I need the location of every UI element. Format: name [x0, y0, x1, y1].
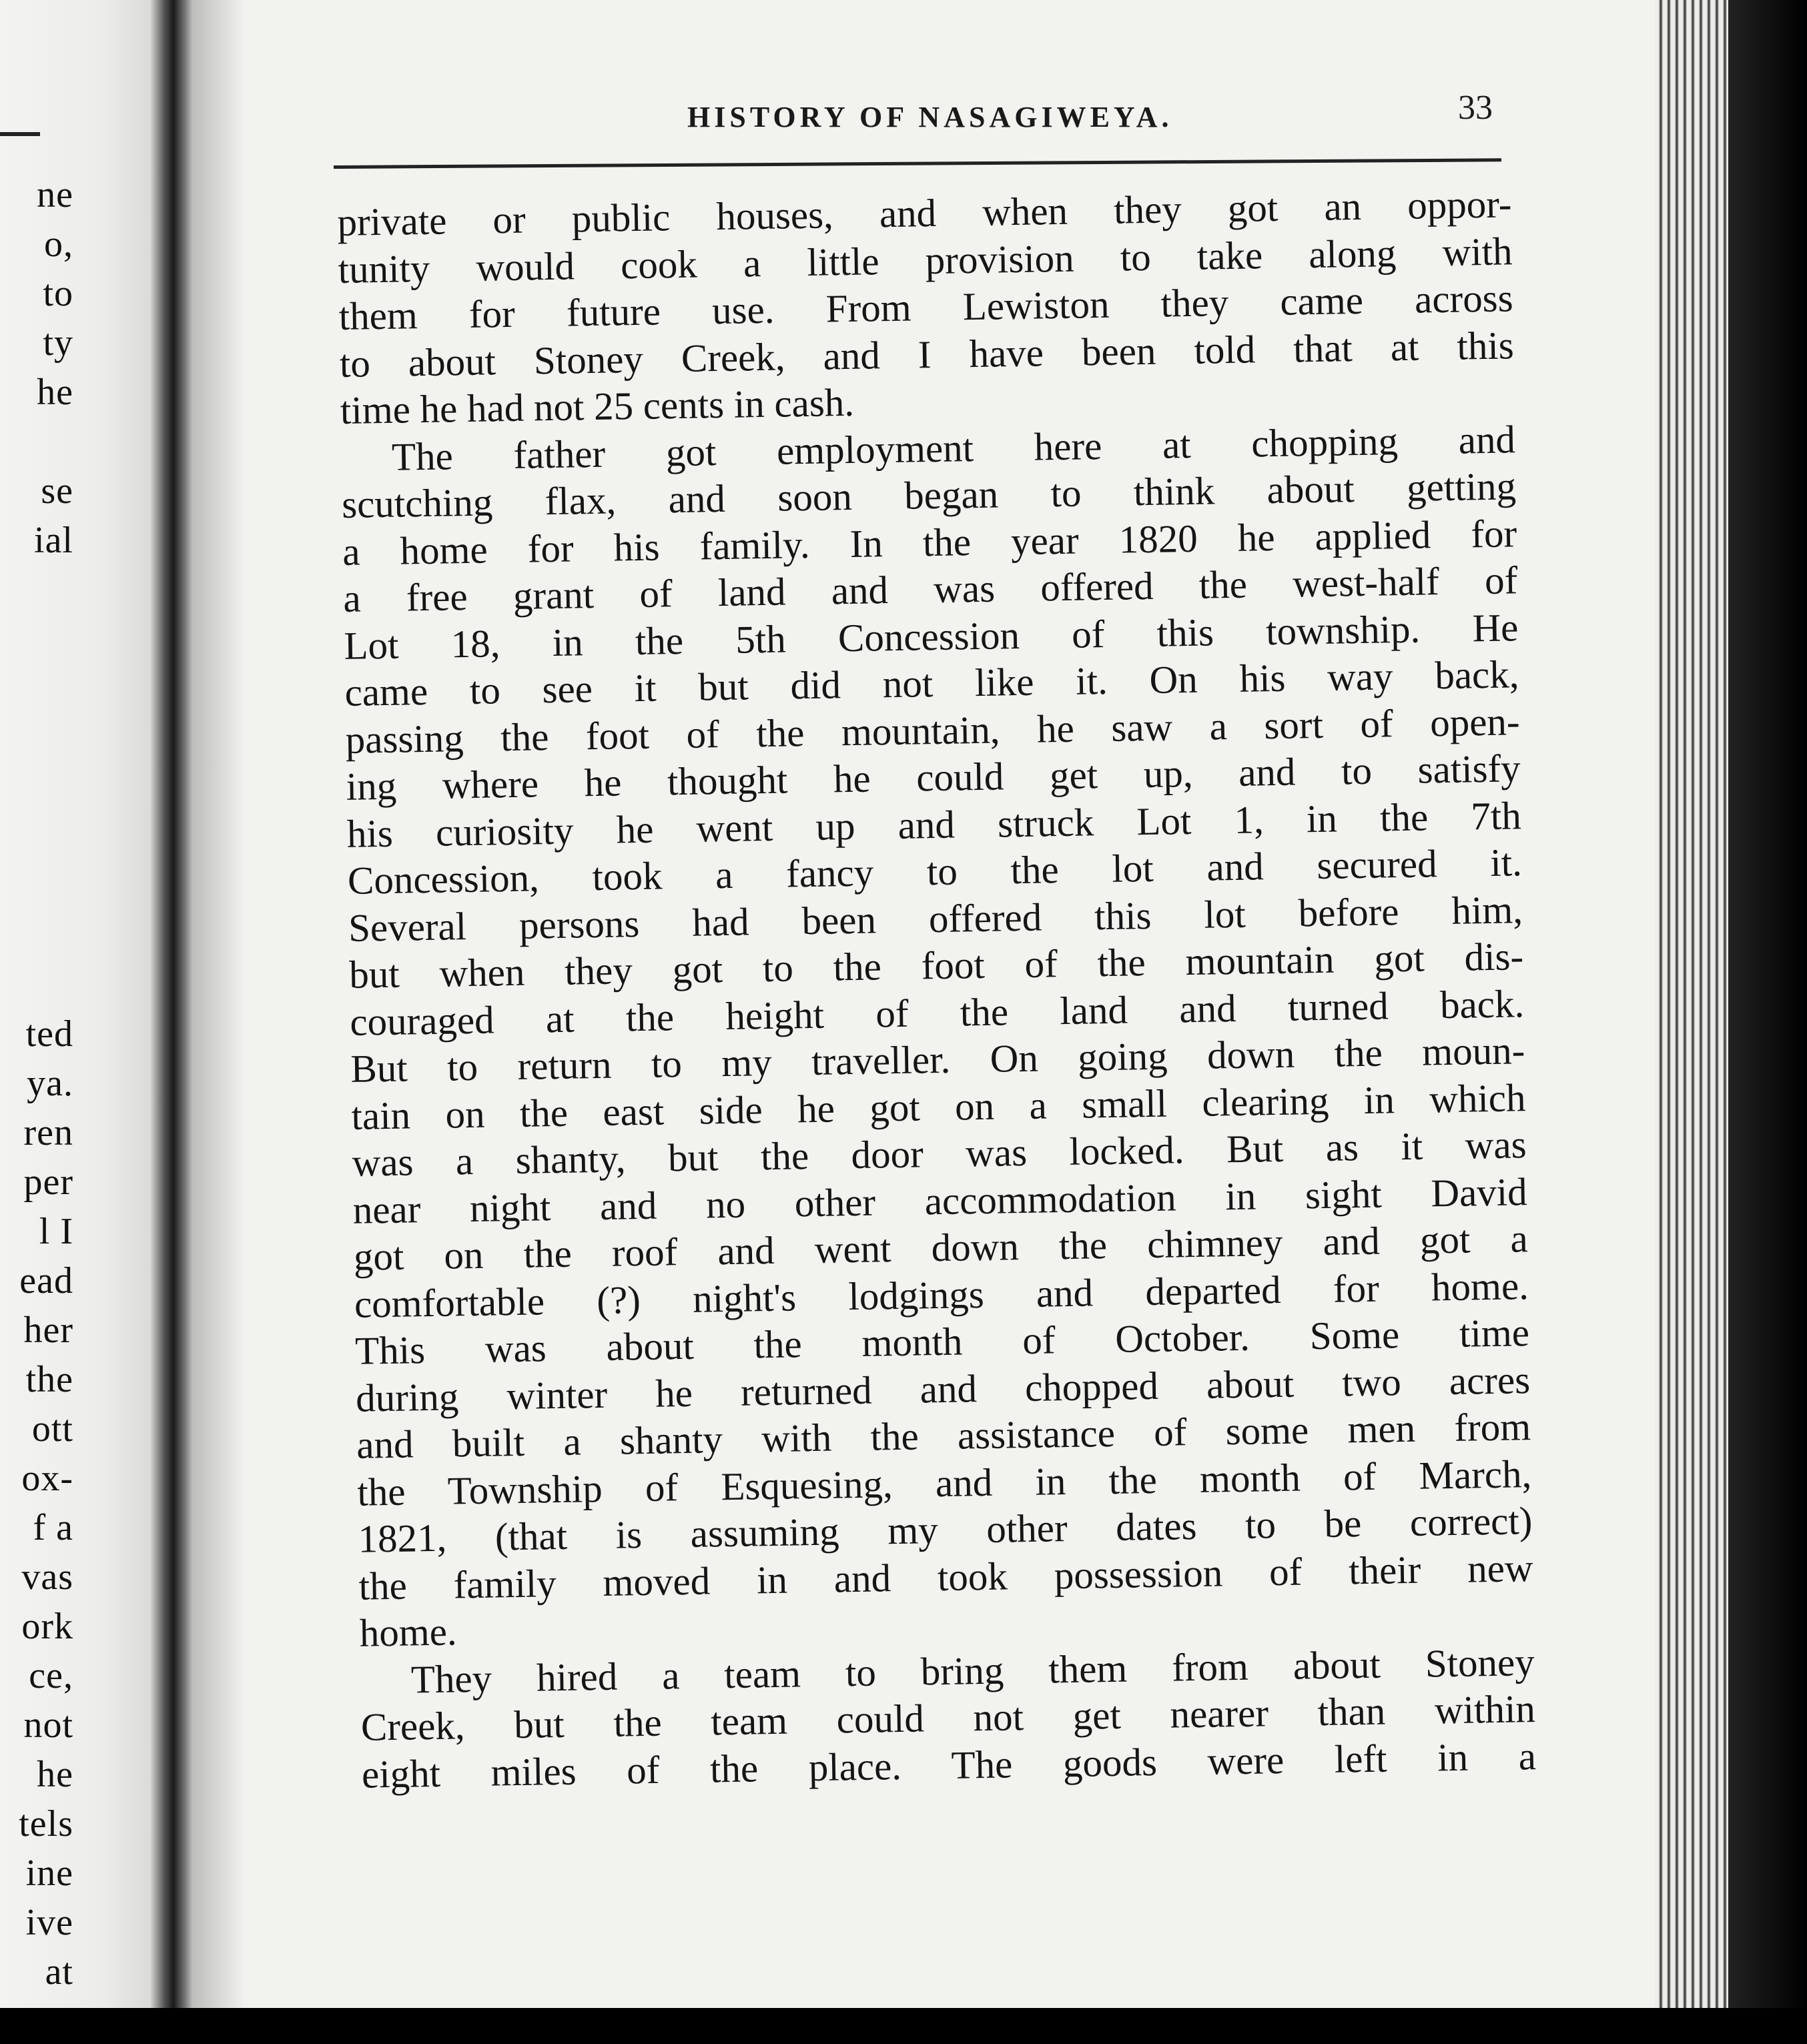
text-line: a free grant of land and was offered the west-half of	[342, 558, 1518, 620]
left-page-fragment: l I	[39, 1211, 73, 1252]
text-line: near night and no other accommodation in sight David	[352, 1169, 1528, 1232]
text-line: time he had not 25 cents in cash.	[340, 380, 855, 432]
text-line: But to return to my traveller. On going down the moun-	[350, 1028, 1525, 1091]
text-line: the Township of Esquesing, and in the month of March,	[356, 1451, 1532, 1514]
text-line: during winter he returned and chopped about two acres	[355, 1357, 1531, 1420]
text-line: tunity would cook a little provision to take along with	[338, 228, 1513, 292]
left-page-fragment: ted	[25, 1013, 73, 1055]
text-line: and built a shanty with the assistance of some men from	[356, 1404, 1531, 1467]
text-line: The father got employment here at chopping and	[391, 416, 1516, 479]
text-line: 1821, (that is assuming my other dates to be correct)	[358, 1498, 1533, 1561]
left-page-fragment: her	[23, 1310, 73, 1351]
left-page-fragment: ead	[19, 1260, 73, 1302]
left-page-fragment: ce,	[29, 1655, 73, 1696]
left-page-fragment: se	[41, 470, 73, 512]
gutter-shadow	[192, 0, 246, 2008]
text-line: Concession, took a fancy to the lot and secured it.	[347, 840, 1523, 903]
text-line: Creek, but the team could not get nearer than within	[360, 1686, 1536, 1749]
text-line: couraged at the height of the land and turned back.	[349, 981, 1525, 1044]
text-line: his curiosity he went up and struck Lot 1, in the 7th	[346, 793, 1522, 856]
scan-border-right	[1728, 0, 1807, 2008]
left-page-fragment: ott	[31, 1408, 73, 1450]
left-page-fragment: ne	[37, 174, 73, 215]
text-line: Several persons had been offered this lot before him,	[348, 887, 1523, 950]
body-text	[337, 180, 1536, 1797]
text-line: a home for his family. In the year 1820 he applied for	[342, 510, 1517, 574]
left-page-fragment: per	[23, 1161, 73, 1203]
text-line: them for future use. From Lewiston they came across	[338, 276, 1514, 338]
text-line: ing where he thought he could get up, and to satisfy	[346, 746, 1521, 809]
left-page-fragment: f a	[33, 1507, 73, 1548]
text-line: private or public houses, and when they got an oppor-	[337, 181, 1512, 244]
text-line: They hired a team to bring them from about Stoney	[410, 1639, 1535, 1702]
text-line: got on the roof and went down the chimney and got a	[353, 1216, 1529, 1279]
left-page-fragment: vas	[21, 1556, 73, 1598]
text-line: came to see it but did not like it. On his way back,	[344, 652, 1519, 714]
left-page-fragment: o,	[44, 223, 73, 265]
left-page-fragment: he	[37, 1754, 73, 1795]
left-page-fragment: ine	[25, 1853, 73, 1894]
left-page-fragment: ox-	[21, 1458, 73, 1499]
text-line: to about Stoney Creek, and I have been told that at this	[339, 322, 1515, 386]
text-line: eight miles of the place. The goods were left in a	[361, 1733, 1537, 1797]
left-page-fragment: he	[37, 372, 73, 413]
left-page-fragment: ial	[34, 520, 73, 561]
running-title: HISTORY OF NASAGIWEYA.	[687, 101, 1173, 133]
left-page-fragment: to	[43, 273, 73, 314]
book-spine	[150, 0, 197, 2008]
text-line: the family moved in and took possession of their new	[358, 1545, 1533, 1608]
text-line: comfortable (?) night's lodgings and departed for home.	[354, 1263, 1529, 1326]
text-line: tain on the east side he got on a small clearing in which	[351, 1075, 1526, 1138]
text-line: was a shanty, but the door was locked. But as it was	[352, 1122, 1527, 1185]
left-page-rule	[0, 132, 40, 136]
text-line: passing the foot of the mountain, he saw a sort of open-	[345, 698, 1521, 762]
left-page-fragment: ren	[23, 1112, 73, 1153]
text-line: but when they got to the foot of the mountain got dis-	[348, 934, 1524, 997]
left-page-fragment: tels	[19, 1803, 73, 1845]
left-page-fragment: ty	[43, 322, 73, 364]
left-page-fragment: at	[45, 1951, 73, 1993]
scan-border-bottom	[0, 2008, 1807, 2044]
page-number: 33	[1458, 89, 1493, 127]
text-line: scutching flax, and soon began to think about getting	[341, 464, 1517, 526]
left-page-fragment: ya.	[27, 1063, 73, 1104]
left-page	[0, 0, 172, 2008]
text-line: home.	[359, 1609, 458, 1655]
left-page-fragment: not	[23, 1704, 73, 1746]
left-page-fragment: the	[25, 1359, 73, 1400]
text-line: Lot 18, in the 5th Concession of this township. He	[343, 604, 1519, 668]
left-page-fragment: ive	[25, 1902, 73, 1943]
left-page-fragment: ork	[21, 1606, 73, 1647]
text-line: This was about the month of October. Some time	[354, 1310, 1530, 1373]
